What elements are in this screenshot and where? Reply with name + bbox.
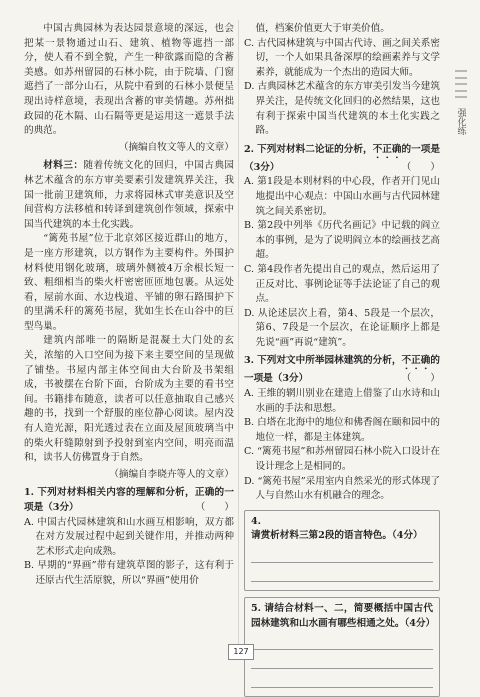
question-3-emphasis: 不正确 xyxy=(401,355,431,367)
question-4-box xyxy=(244,510,440,591)
question-3 xyxy=(244,354,440,503)
material2-paragraph: 中国古典园林为表达园景意境的深远，也会把某一景物通过山石、建筑、植物等遮挡一部分，使人看不到全貌，产生一种欲露而隐的含蓄美感。如苏州留园的石林小院，由于院墙、门窗遮挡了一部分山石，从院中看到的石林小景便呈现出诗样意境，表现出含蓄的审美情趣。苏州拙政园的花木隔、山石隔等更是运用这一遮景手法的典范。 xyxy=(24,23,234,137)
question-5-text: 请结合材料一、二，简要概括中国古代园林建筑和山水画有哪些相通之处。（4分） xyxy=(251,603,436,629)
question-1-option-d: D. 古典园林艺术蕴含的东方审美引发当今建筑界关注，是传统文化回归的必然结果，这也有利于探索中国当代建筑的本土化实践之路。 xyxy=(244,81,440,137)
question-1-number: 1. xyxy=(24,487,35,499)
question-4-number: 4. xyxy=(251,515,262,527)
question-1-option-c: C. 古代园林建筑与中国古代诗、画之间关系密切，一个人如果具备深厚的绘画素养与文学素养，就能成为一个杰出的造园大师。 xyxy=(244,37,440,78)
question-2-text-a: 下列对材料二论证的分析， xyxy=(257,143,373,155)
answer-line[interactable] xyxy=(251,654,433,669)
question-1 xyxy=(24,486,234,588)
side-tab-bars-icon xyxy=(455,70,467,98)
question-2 xyxy=(244,143,440,351)
question-2-option-b: B. 第2段中列举《历代名画记》中记载的阎立本的事例，是为了说明阎立本的绘画技艺高超。 xyxy=(244,220,440,261)
source-note-2: （摘编自李晓卉等人的文章） xyxy=(109,468,234,480)
question-5-stem xyxy=(251,602,436,631)
question-1-option-a: A. 中国古代园林建筑和山水画互相影响，双方都在对方发展过程中起到关键作用，并推动两种艺术形式走向成熟。 xyxy=(24,516,234,557)
left-column xyxy=(24,22,234,589)
source-note-1: （摘编自牧文等人的文章） xyxy=(118,141,234,153)
question-3-option-a: A. 王维的辋川别业在建造上借鉴了山水诗和山水画的手法和思想。 xyxy=(244,388,440,414)
answer-paren-3[interactable]: （ ） xyxy=(401,373,440,385)
page-number: 127 xyxy=(228,644,254,660)
question-3-option-d: D. “篱苑书屋”采用室内自然采光的形式体现了人与自然山水有机融合的理念。 xyxy=(244,475,440,502)
answer-paren-2[interactable]: （ ） xyxy=(401,161,440,173)
question-3-text-a: 下列对文中所举园林建筑的分析， xyxy=(257,355,402,367)
answer-line[interactable] xyxy=(251,635,433,650)
question-2-number: 2. xyxy=(244,143,255,155)
right-column xyxy=(244,22,440,697)
question-3-number: 3. xyxy=(244,355,255,367)
material3-text-1: 随着传统文化的回归，中国古典园林艺术蕴含的东方审美要素引发建筑界关注，我国一批前卫建筑师，力求将园林式审美意识及空间营构方法移植和转译到建筑创作领域，探索中国当代建筑的本土化实践。 xyxy=(24,160,235,230)
side-tab xyxy=(450,70,472,135)
question-4-stem xyxy=(251,515,433,544)
answer-line[interactable] xyxy=(251,673,433,688)
material3-paragraph-2: “篱苑书屋”位于北京郊区接近群山的地方，是一座方形建筑，以方钢作为主要构件。外围护材料使用钢化玻璃，玻璃外侧被4万余根长短一致、粗细相当的柴火杆密密匝匝地包裹。从远处看，屋前水面、水边栈道、平铺的卵石路围护下的里满禾秆的篱苑书屋，犹如生长在山谷中的巨型鸟巢。 xyxy=(24,233,234,332)
side-tab-label: 强化练 xyxy=(455,108,466,135)
question-1-option-b-continued: 值，档案价值更大于审美价值。 xyxy=(255,23,390,34)
question-3-stem xyxy=(244,354,440,387)
material3-paragraph-1 xyxy=(24,159,234,232)
question-2-stem xyxy=(244,143,440,176)
question-3-option-c: C. “篱苑书屋”和苏州留园石林小院入口设计在设计理念上是相同的。 xyxy=(244,446,440,473)
question-2-option-a: A. 第1段是本则材料的中心段，作者开门见山地提出中心观点：中国山水画与古代园林建筑之间关系密切。 xyxy=(244,176,440,217)
question-2-text-b: 的一项是（3分） xyxy=(244,143,441,173)
answer-paren-1[interactable]: （ ） xyxy=(195,502,234,513)
question-4-text: 请赏析材料三第2段的语言特色。（4分） xyxy=(251,530,423,542)
question-1-stem xyxy=(24,486,234,515)
question-1-option-b: B. 早期的“界画”带有建筑草图的影子，这有利于还原古代生活原貌，所以“界画”使用价 xyxy=(24,560,234,586)
question-2-option-c: C. 第4段作者先提出自己的观点，然后运用了正反对比、事例论证等手法论证了自己的观点。 xyxy=(244,263,440,305)
question-3-text-b: 的一项是（3分） xyxy=(244,355,441,385)
answer-line[interactable] xyxy=(251,567,433,582)
question-2-option-d: D. 从论述层次上看，第4、5段是一个层次，第6、7段是一个层次，在论证顺序上都是先说“画”再说“建筑”。 xyxy=(244,307,440,348)
question-1-text: 下列对材料相关内容的理解和分析，正确的一项是（3分） xyxy=(24,487,234,513)
question-5-number: 5. xyxy=(251,603,262,614)
column-divider xyxy=(238,20,239,648)
material3-paragraph-3: 建筑内部唯一的隔断是混凝土大门处的玄关，浓缩的入口空间为接下来主要空间的呈现做了铺垫。书屋内部主体空间由大台阶及书架组成，书被摆在台阶下面，台阶成为主要的看书空间。书籍排布随意，读者可以任意抽取自己感兴趣的书，找到一个舒服的座位静心阅读。屋内没有人造光源，阳光透过表在立面及屋顶玻璃当中的柴火秆缝隙射到予投射到室内空间，明亮而温和，读书人仿佛置身于自然。 xyxy=(24,335,234,464)
question-2-emphasis: 不正确 xyxy=(372,143,402,155)
question-3-option-b: B. 白塔在北海中的地位和佛香阁在颐和园中的地位一样，都是主体建筑。 xyxy=(244,417,440,443)
material3-title: 材料三： xyxy=(43,160,84,172)
question-5-box xyxy=(244,597,440,697)
answer-line[interactable] xyxy=(251,548,433,563)
